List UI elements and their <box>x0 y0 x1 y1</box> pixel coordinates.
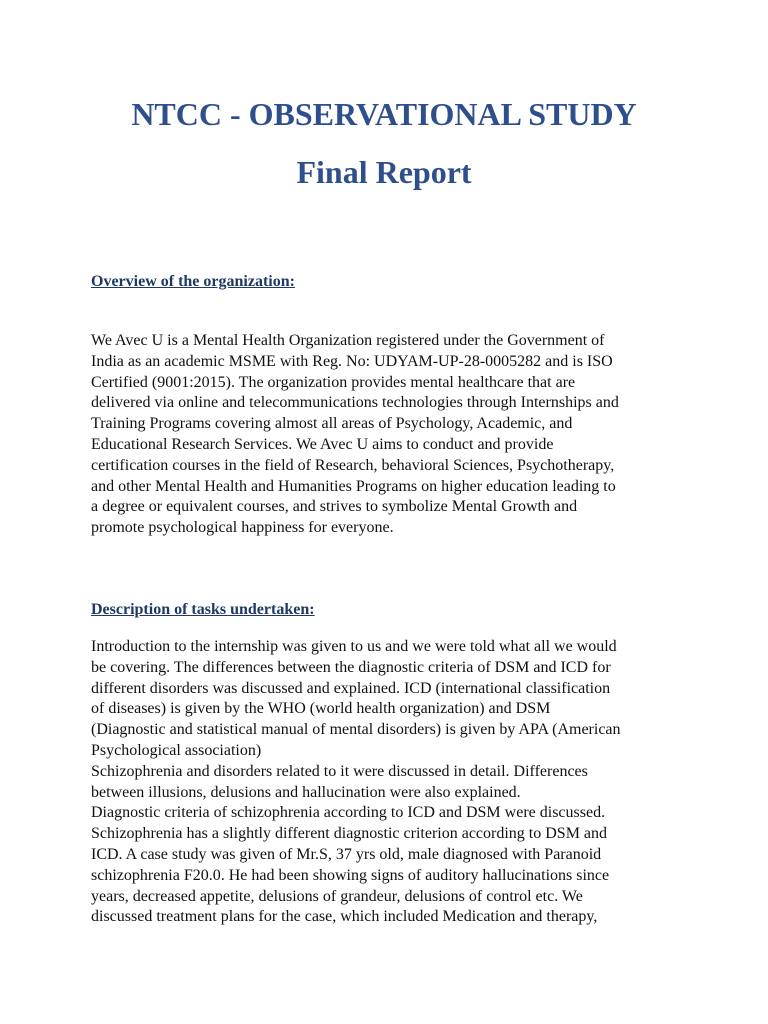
paragraph-line: Psychological association) <box>91 741 262 759</box>
paragraph-line: schizophrenia F20.0. He had been showing signs of auditory hallucinations since <box>91 866 610 884</box>
paragraph-line: different disorders was discussed and explained. ICD (international classification <box>91 679 611 697</box>
paragraph-line: a degree or equivalent courses, and strives to symbolize Mental Growth and <box>91 498 578 516</box>
paragraph-line: and other Mental Health and Humanities Programs on higher education leading to <box>91 477 616 495</box>
paragraph-line: years, decreased appetite, delusions of grandeur, delusions of control etc. We <box>91 887 583 905</box>
paragraph-line: of diseases) is given by the WHO (world health organization) and DSM <box>91 700 551 718</box>
paragraph-line: delivered via online and telecommunications technologies through Internships and <box>91 394 619 412</box>
paragraph-line: Training Programs covering almost all areas of Psychology, Academic, and <box>91 415 573 433</box>
paragraph-line: ICD. A case study was given of Mr.S, 37 yrs old, male diagnosed with Paranoid <box>91 845 602 863</box>
section-heading-overview: Overview of the organization: <box>91 273 295 290</box>
section-heading-tasks: Description of tasks undertaken: <box>91 601 315 618</box>
paragraph-line: (Diagnostic and statistical manual of mental disorders) is given by APA (American <box>91 721 621 739</box>
paragraph-line: Schizophrenia has a slightly different diagnostic criterion according to DSM and <box>91 825 608 843</box>
paragraph-line: Schizophrenia and disorders related to it were discussed in detail. Differences <box>91 762 588 780</box>
tasks-paragraph <box>91 637 691 928</box>
paragraph-line: discussed treatment plans for the case, which included Medication and therapy, <box>91 908 598 926</box>
paragraph-line: promote psychological happiness for everyone. <box>91 519 394 537</box>
paragraph-line: India as an academic MSME with Reg. No: UDYAM-UP-28-0005282 and is ISO <box>91 352 613 370</box>
overview-paragraph <box>91 331 691 539</box>
document-title: NTCC - OBSERVATIONAL STUDY <box>131 96 637 132</box>
paragraph-line: We Avec U is a Mental Health Organization registered under the Government of <box>91 332 605 349</box>
paragraph-line: Diagnostic criteria of schizophrenia according to ICD and DSM were discussed. <box>91 804 606 822</box>
paragraph-line: certification courses in the field of Research, behavioral Sciences, Psychotherapy, <box>91 456 615 474</box>
paragraph-line: Educational Research Services. We Avec U aims to conduct and provide <box>91 435 554 453</box>
paragraph-line: be covering. The differences between the diagnostic criteria of DSM and ICD for <box>91 658 611 676</box>
paragraph-line: Introduction to the internship was given to us and we were told what all we would <box>91 638 617 655</box>
paragraph-line: Certified (9001:2015). The organization provides mental healthcare that are <box>91 373 576 391</box>
document-subtitle: Final Report <box>296 154 472 190</box>
paragraph-line: between illusions, delusions and hallucination were also explained. <box>91 783 521 801</box>
